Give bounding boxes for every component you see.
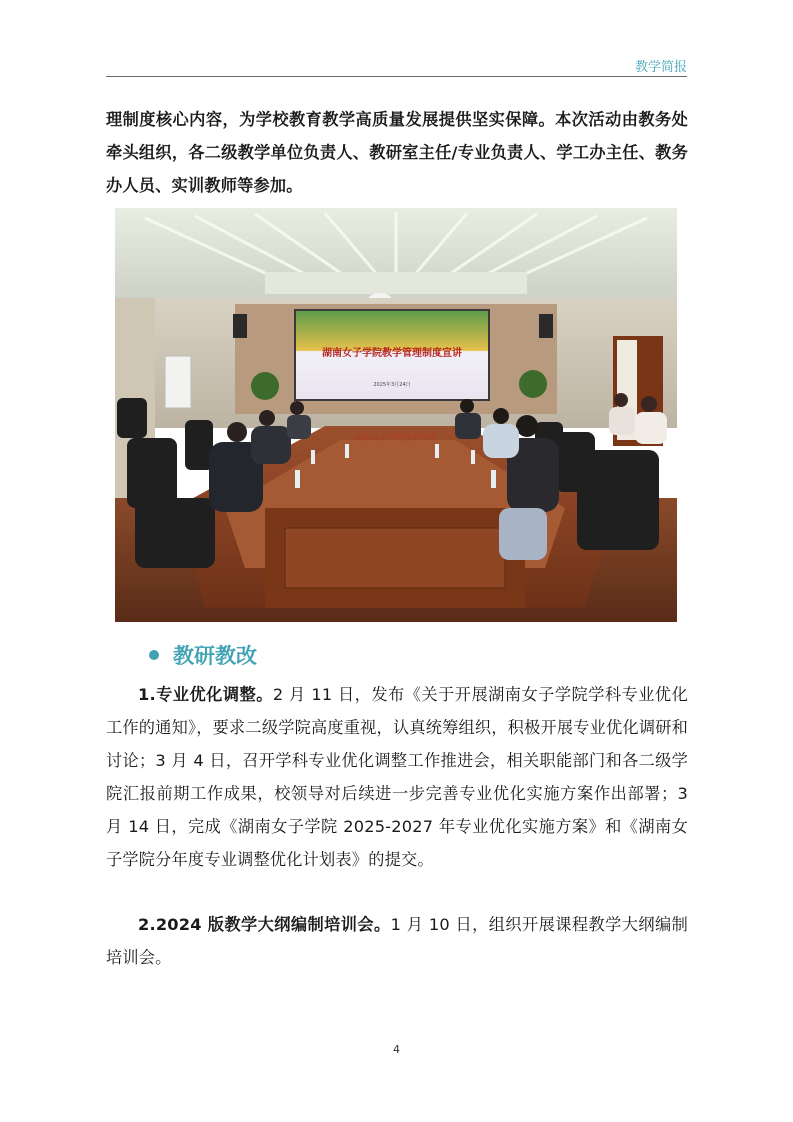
paragraph-lead: 1.专业优化调整。: [138, 685, 273, 704]
screen-date-text: 2025年3月24日: [373, 382, 411, 388]
bullet-icon: [149, 650, 159, 660]
meeting-photo: [115, 208, 677, 622]
paragraph-professional-optimization: [106, 678, 688, 876]
paragraph-lead: 2.2024 版教学大纲编制培训会。: [138, 915, 391, 934]
section-heading: [149, 638, 257, 674]
paragraph-body: 1 月 10 日，组织开展课程教学大纲编制培训会。: [106, 915, 688, 967]
meeting-photo-illustration: [115, 208, 677, 622]
section-heading-text: 教研教改: [173, 644, 257, 668]
screen-title-text: 湖南女子学院教学管理制度宣讲: [322, 348, 462, 359]
table-banner-text: 湖南女子学院教学管理: [355, 433, 435, 442]
intro-paragraph: 理制度核心内容，为学校教育教学高质量发展提供坚实保障。本次活动由教务处牵头组织，各二级教学单位负责人、教研室主任/专业负责人、学工办主任、教务办人员、实训教师等参加。: [106, 110, 688, 195]
page-number: 4: [393, 1043, 400, 1056]
paragraph-body: 2 月 11 日，发布《关于开展湖南女子学院学科专业优化工作的通知》，要求二级学院高度重视，认真统筹组织，积极开展专业优化调研和讨论；3 月 4 日，召开学科专业优化调整工作推进会，相关职能部门和各二级学院汇报前期工作成果，校领导对后续进一步完善专业优化实施方案作出部署；3 月 14 日，完成《湖南女子学院 2025-2027 年专业优化实施方案》和《湖南女子学院分年度专业调整优化计划表》的提交。: [106, 685, 689, 869]
header-title: 教学简报: [634, 60, 687, 75]
paragraph-syllabus-training: [106, 908, 688, 974]
header-divider: [106, 76, 687, 77]
